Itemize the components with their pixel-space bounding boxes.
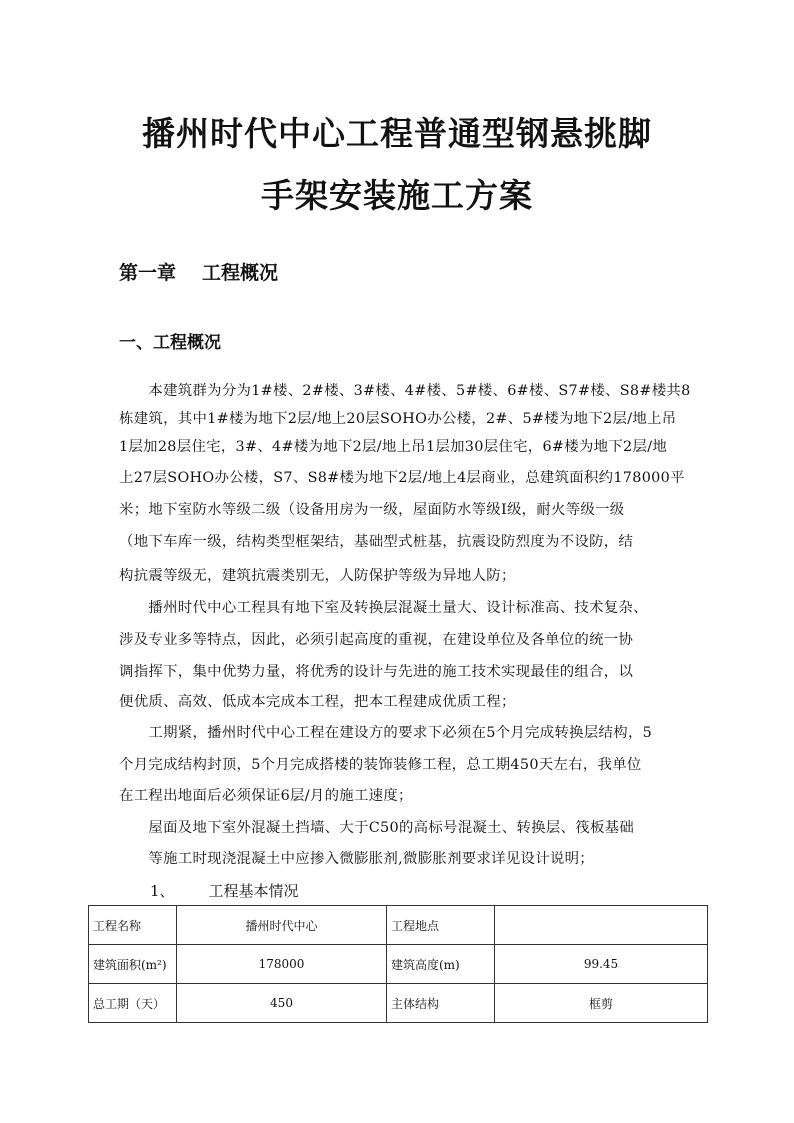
table-cell-value: 播州时代中心 (177, 906, 387, 945)
table-cell-label: 总工期（天） (89, 984, 177, 1023)
table-row (89, 906, 708, 945)
table-cell-value: 178000 (177, 945, 387, 984)
body-line: 构抗震等级无，建筑抗震类别无，人防保护等级为异地人防； (119, 568, 516, 584)
document-title-line-2: 手架安装施工方案 (261, 176, 533, 215)
table-row (89, 945, 708, 984)
body-line: 屋面及地下室外混凝土挡墙、大于C50的高标号混凝土、转换层、筏板基础 (119, 820, 635, 836)
table-cell-value (495, 906, 708, 945)
body-line: 米；地下室防水等级二级（设备用房为一级，屋面防水等级Ⅰ级，耐火等级一级 (119, 502, 625, 518)
body-line: 播州时代中心工程具有地下室及转换层混凝土量大、设计标准高、技术复杂、 (119, 600, 648, 616)
body-line: 工期紧，播州时代中心工程在建设方的要求下必须在5个月完成转换层结构，5 (119, 725, 653, 741)
table-cell-label: 主体结构 (387, 984, 495, 1023)
body-line: 便优质、高效、低成本完成本工程，把本工程建成优质工程； (119, 694, 516, 710)
table-cell-label: 工程地点 (387, 906, 495, 945)
subsection-number: 1、 (150, 882, 175, 900)
chapter-heading (119, 258, 278, 285)
table-row (89, 984, 708, 1023)
body-line: 1层加28层住宅，3#、4#楼为地下2层/地上吊1层加30层住宅，6#楼为地下2层/地 (119, 439, 668, 455)
body-line: 调指挥下，集中优势力量，将优秀的设计与先进的施工技术实现最佳的组合，以 (119, 664, 634, 680)
subsection-heading (150, 880, 299, 901)
chapter-name: 工程概况 (202, 262, 279, 284)
body-line: 涉及专业多等特点，因此，必须引起高度的重视，在建设单位及各单位的统一协 (119, 632, 634, 648)
subsection-title: 工程基本情况 (208, 882, 299, 900)
project-info-table (88, 905, 708, 1023)
table-cell-value: 450 (177, 984, 387, 1023)
body-line: 个月完成结构封顶，5个月完成搭楼的装饰装修工程，总工期450天左右，我单位 (119, 757, 642, 773)
body-line: 等施工时现浇混凝土中应掺入微膨胀剂,微膨胀剂要求详见设计说明； (119, 851, 594, 867)
table-cell-value: 框剪 (495, 984, 708, 1023)
body-line: （地下车库一级，结构类型框架结，基础型式桩基，抗震设防烈度为不设防，结 (119, 534, 634, 550)
body-line: 上27层SOHO办公楼，S7、S8#楼为地下2层/地上4层商业，总建筑面积约178000平 (119, 470, 685, 486)
body-line: 栋建筑，其中1#楼为地下2层/地上20层SOHO办公楼，2#、5#楼为地下2层/地上吊 (119, 411, 677, 427)
body-line: 本建筑群为分为1#楼、2#楼、3#楼、4#楼、5#楼、6#楼、S7#楼、S8#楼共8 (119, 383, 691, 399)
section-heading: 一、工程概况 (119, 333, 221, 353)
document-title-line-1: 播州时代中心工程普通型钢悬挑脚 (142, 114, 652, 153)
table-cell-label: 建筑高度(m) (387, 945, 495, 984)
body-line: 在工程出地面后必须保证6层/月的施工速度； (119, 788, 413, 804)
table-cell-label: 工程名称 (89, 906, 177, 945)
chapter-number: 第一章 (119, 262, 177, 284)
table-cell-label: 建筑面积(m²) (89, 945, 177, 984)
table-cell-value: 99.45 (495, 945, 708, 984)
